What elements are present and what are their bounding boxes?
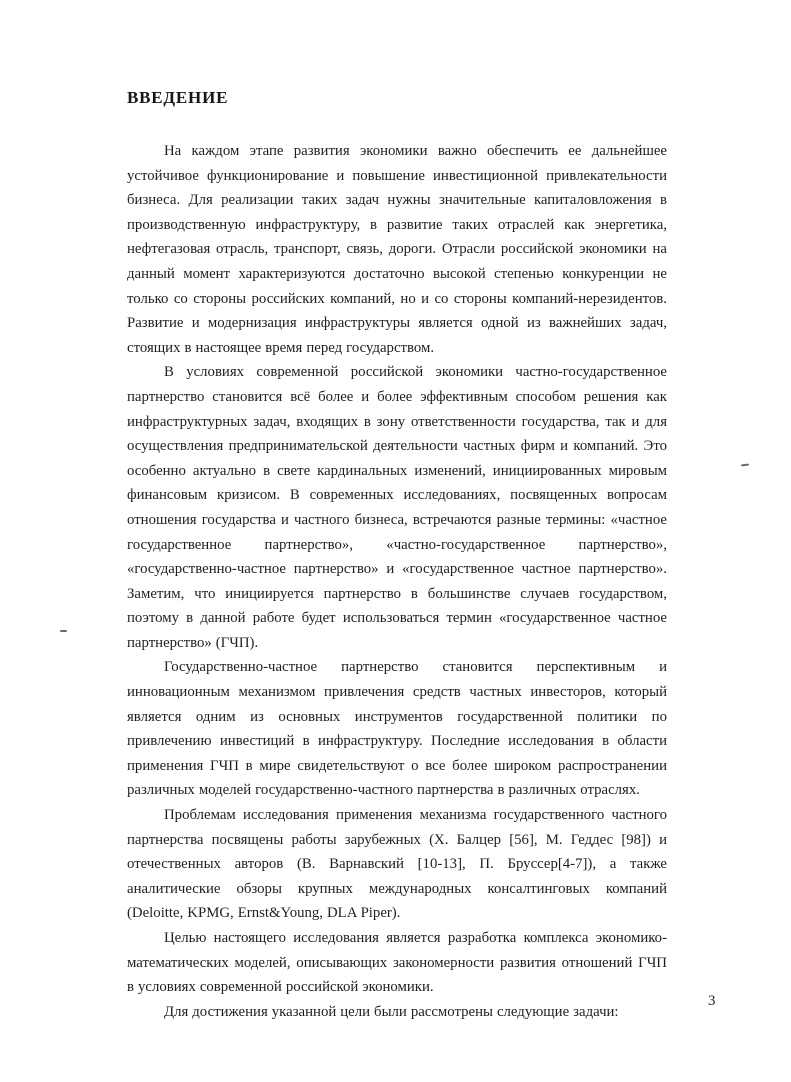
- paragraph: Для достижения указанной цели были рассмотрены следующие задачи:: [164, 1003, 619, 1020]
- paragraph: Государственно-частное партнерство становится перспективным и инновационным механизмом привлечения средств частных инвесторов, который является одним из основных инструментов государственной политики по привлечению инвестиций в инфраструктуру. Последние исследования в области применения ГЧП в мире свидетельствуют о все более широком распространении различных моделей государственно-частного партнерства в различных отраслях.: [127, 659, 667, 799]
- paragraph: Целью настоящего исследования является разработка комплекса экономико-математических моделей, описывающих закономерности развития отношений ГЧП в условиях современной российской экономики.: [127, 930, 667, 996]
- paragraph: На каждом этапе развития экономики важно обеспечить ее дальнейшее устойчивое функционирование и повышение инвестиционной привлекательности бизнеса. Для реализации таких задач нужны значительные капиталовложения в производственную инфраструктуру, в развитие таких отраслей как энергетика, нефтегазовая отрасль, транспорт, связь, дороги. Отрасли российской экономики на данный момент характеризуются достаточно высокой степенью конкуренции не только со стороны российских компаний, но и со стороны компаний-нерезидентов. Развитие и модернизация инфраструктуры является одной из важнейших задач, стоящих в настоящее время перед государством.: [127, 143, 667, 356]
- paragraph: В условиях современной российской экономики частно-государственное партнерство становится всё более и более эффективным способом решения как инфраструктурных задач, входящих в зону ответственности государства, так и для осуществления предпринимательской деятельности частных фирм и компаний. Это особенно актуально в свете кардинальных изменений, инициированных мировым финансовым кризисом. В современных исследованиях, посвященных вопросам отношения государства и частного бизнеса, встречаются разные термины: «частное государственное партнерство», «частно-государственное партнерство», «государственно-частное партнерство» и «государственное частное партнерство». Заметим, что инициируется партнерство в большинстве случаев государством, поэтому в данной работе будет использоваться термин «государственное частное партнерство» (ГЧП).: [127, 364, 667, 651]
- scan-artifact-dash: [60, 630, 67, 632]
- page-number: 3: [708, 993, 716, 1009]
- document-body: [127, 139, 667, 1024]
- paragraph: Проблемам исследования применения механизма государственного частного партнерства посвящены работы зарубежных (Х. Балцер [56], М. Геддес [98]) и отечественных авторов (В. Варнавский [10-13], П. Бруссер[4-7]), а также аналитические обзоры крупных международных консалтинговых компаний (Deloitte, KPMG, Ernst&Young, DLA Piper).: [127, 807, 667, 922]
- page-title: ВВЕДЕНИЕ: [127, 88, 229, 107]
- scan-artifact-dash: [741, 463, 749, 466]
